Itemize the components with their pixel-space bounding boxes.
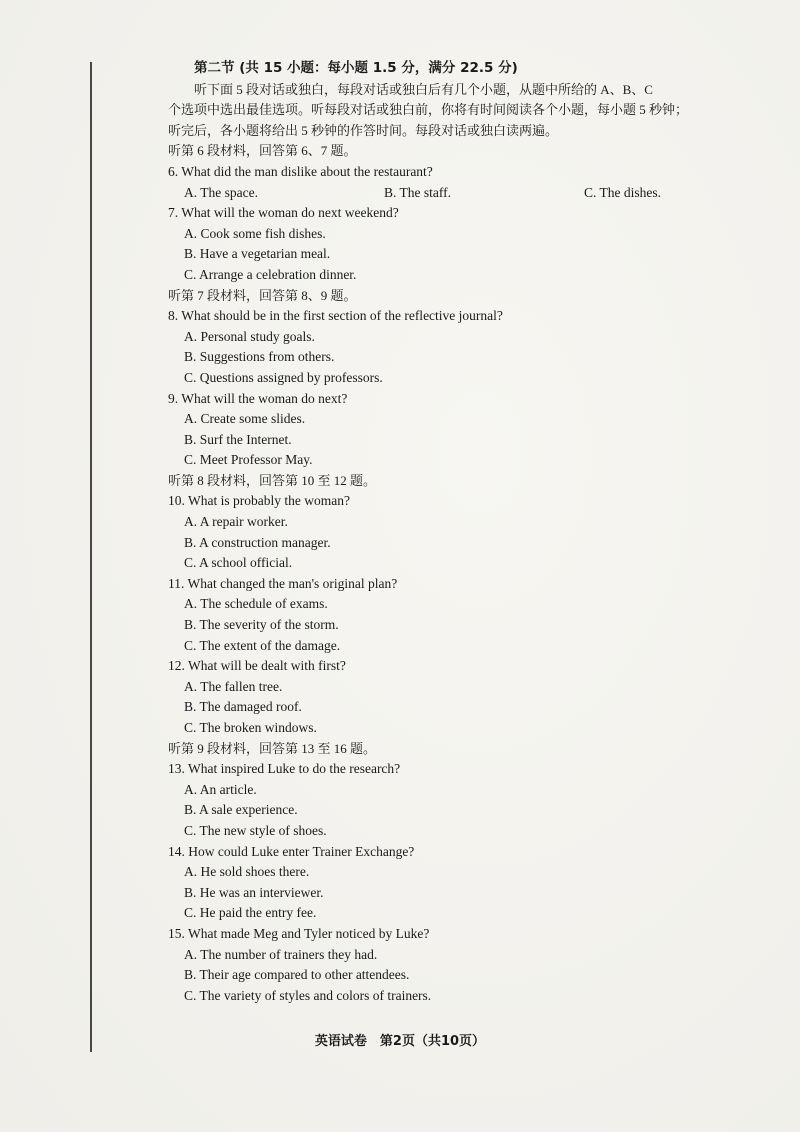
answer-option: C. The new style of shoes. — [184, 822, 327, 838]
answer-option: A. The fallen tree. — [184, 678, 283, 694]
question-stem: 8. What should be in the first section of the reflective journal? — [168, 308, 503, 324]
answer-option: A. Personal study goals. — [184, 328, 315, 344]
options-row — [168, 183, 728, 204]
material-prompt: 听第 9 段材料，回答第 13 至 16 题。 — [168, 740, 377, 756]
answer-option: A. The space. — [184, 184, 258, 200]
answer-option: A. A repair worker. — [184, 514, 288, 530]
answer-option: B. Their age compared to other attendees. — [184, 967, 410, 983]
question-stem: 14. How could Luke enter Trainer Exchange? — [168, 843, 415, 859]
question-stem: 13. What inspired Luke to do the research? — [168, 761, 401, 777]
question-stem: 6. What did the man dislike about the restaurant? — [168, 163, 433, 179]
question-stem: 12. What will be dealt with first? — [168, 658, 346, 674]
margin-binding-line — [90, 62, 92, 1052]
answer-option: C. Questions assigned by professors. — [184, 369, 383, 385]
answer-option: B. Have a vegetarian meal. — [184, 246, 331, 262]
answer-option: C. The broken windows. — [184, 720, 317, 735]
answer-option: A. Create some slides. — [184, 411, 306, 427]
answer-option: A. An article. — [184, 781, 257, 797]
answer-option: B. The damaged roof. — [184, 699, 302, 715]
answer-option: C. The variety of styles and colors of trainers. — [184, 987, 432, 1003]
instruction-line: 听完后，各小题将给出 5 秒钟的作答时间。每段对话或独白读两遍。 — [168, 122, 559, 138]
answer-option: B. A sale experience. — [184, 802, 298, 818]
answer-option: B. He was an interviewer. — [184, 884, 324, 900]
answer-option: C. Arrange a celebration dinner. — [184, 266, 357, 282]
listening-section — [168, 58, 728, 1006]
answer-option: B. Surf the Internet. — [184, 431, 292, 447]
material-prompt: 听第 8 段材料，回答第 10 至 12 题。 — [168, 472, 377, 488]
answer-option: B. The staff. — [384, 184, 451, 200]
answer-option: B. The severity of the storm. — [184, 617, 339, 633]
answer-option: C. A school official. — [184, 555, 293, 571]
section-title: 第二节 (共 15 小题：每小题 1.5 分，满分 22.5 分) — [194, 60, 518, 76]
answer-option: C. The dishes. — [584, 184, 661, 200]
answer-option: A. The number of trainers they had. — [184, 946, 378, 962]
material-prompt: 听第 6 段材料，回答第 6、7 题。 — [168, 143, 357, 159]
answer-option: B. Suggestions from others. — [184, 349, 335, 365]
material-prompt: 听第 7 段材料，回答第 8、9 题。 — [168, 287, 357, 303]
instruction-line: 听下面 5 段对话或独白，每段对话或独白后有几个小题，从题中所给的 A、B、C — [194, 81, 653, 97]
answer-option: A. He sold shoes there. — [184, 864, 310, 880]
question-stem: 9. What will the woman do next? — [168, 390, 348, 406]
answer-option: C. The extent of the damage. — [184, 637, 341, 653]
instruction-line: 个选项中选出最佳选项。听每段对话或独白前，你将有时间阅读各个小题，每小题 5 秒钟； — [168, 102, 689, 118]
question-stem: 15. What made Meg and Tyler noticed by Luke? — [168, 925, 430, 941]
section-instructions — [168, 80, 728, 142]
answer-option: C. He paid the entry fee. — [184, 905, 317, 921]
question-blocks — [168, 141, 728, 1006]
page-footer: 英语试卷 第2页（共10页） — [314, 1034, 486, 1049]
question-stem: 7. What will the woman do next weekend? — [168, 205, 399, 221]
answer-option: B. A construction manager. — [184, 534, 331, 550]
answer-option: A. Cook some fish dishes. — [184, 225, 326, 241]
answer-option: C. Meet Professor May. — [184, 452, 313, 468]
question-stem: 11. What changed the man's original plan? — [168, 575, 398, 591]
answer-option: A. The schedule of exams. — [184, 596, 328, 612]
question-stem: 10. What is probably the woman? — [168, 493, 350, 509]
